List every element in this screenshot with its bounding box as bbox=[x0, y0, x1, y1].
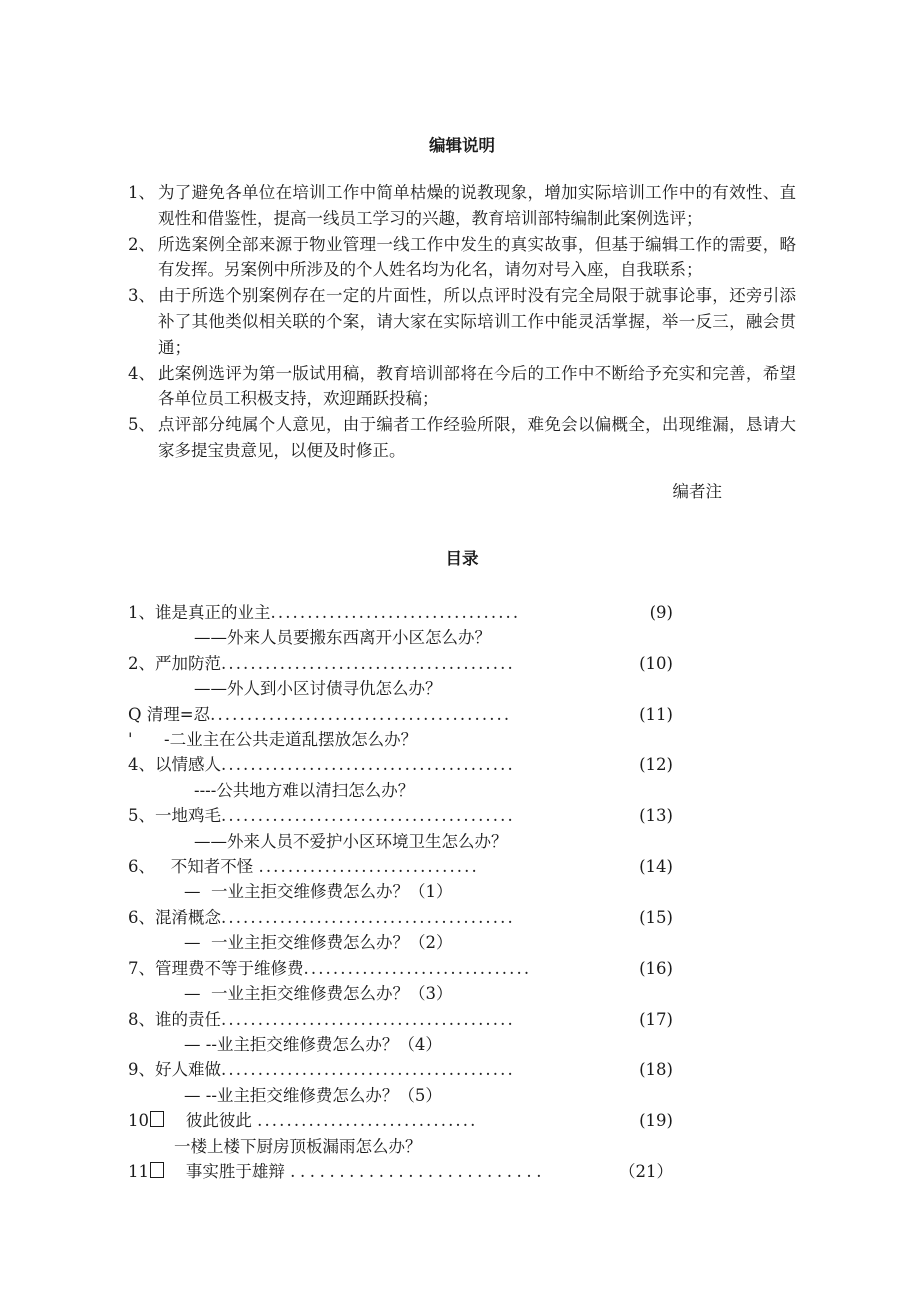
toc-entry-label: 9、好人难做 bbox=[128, 1060, 221, 1080]
toc-leader-dots: ........................................ bbox=[221, 1060, 515, 1080]
toc-leader-dots: ......................................... bbox=[210, 704, 512, 724]
toc-entry-label: 2、严加防范 bbox=[128, 653, 221, 673]
edit-note-heading-wrapper bbox=[128, 136, 796, 156]
toc-entry[interactable] bbox=[128, 651, 796, 702]
toc-entry-label: 10 彼此彼此 bbox=[128, 1111, 258, 1131]
toc-entry[interactable] bbox=[128, 702, 796, 753]
toc-leader-dots: .............................. bbox=[257, 1111, 478, 1131]
toc-entry[interactable] bbox=[128, 803, 796, 854]
toc-entry[interactable] bbox=[128, 854, 796, 905]
missing-glyph-icon bbox=[150, 1111, 164, 1128]
edit-note-text: 此案例选评为第一版试用稿，教育培训部将在今后的工作中不断给予充实和完善，希望各单位员工积极支持，欢迎踊跃投稿； bbox=[158, 363, 796, 409]
edit-note-number: 1、 bbox=[128, 183, 155, 202]
edit-note-number: 2、 bbox=[128, 234, 155, 254]
toc-page-number: (13) bbox=[639, 806, 673, 826]
toc-entry-label: 8、谁的责任 bbox=[128, 1009, 221, 1029]
toc-leader-dots: ........................................ bbox=[221, 1009, 515, 1029]
edit-note-text: 点评部分纯属个人意见，由于编者工作经验所限，难免会以偏概全，出现维漏，恳请大家多提宝贵意见，以便及时修正。 bbox=[158, 415, 796, 460]
missing-glyph-icon bbox=[150, 1162, 164, 1179]
table-of-contents bbox=[128, 600, 796, 1184]
toc-entry[interactable] bbox=[128, 1108, 796, 1159]
edit-note-number: 5、 bbox=[128, 415, 155, 435]
toc-entry-row[interactable] bbox=[128, 1159, 673, 1184]
toc-entry-subtitle: — 一业主拒交维修费怎么办？（2） bbox=[184, 933, 453, 953]
edit-note-number: 3、 bbox=[128, 286, 155, 306]
toc-leader-dots: ........................................ bbox=[221, 755, 515, 775]
toc-entry-subtitle: ——外来人员不爱护小区环境卫生怎么办？ bbox=[194, 831, 508, 851]
toc-entry-label: 7、管理费不等于维修费 bbox=[128, 958, 304, 978]
toc-entry[interactable] bbox=[128, 752, 796, 803]
edit-note-text: 为了避免各单位在培训工作中简单枯燥的说教现象，增加实际培训工作中的有效性、直观性和借鉴性，提高一线员工学习的兴趣，教育培训部特编制此案例选评； bbox=[158, 183, 796, 228]
toc-leader-dots: ........................................ bbox=[221, 907, 515, 927]
toc-leader-dots: .......................... bbox=[290, 1161, 547, 1181]
edit-note-text: 所选案例全部来源于物业管理一线工作中发生的真实故事，但基于编辑工作的需要，略有发挥。另案例中所涉及的个人姓名均为化名，请勿对号入座，自我联系； bbox=[158, 234, 796, 280]
toc-entry[interactable] bbox=[128, 956, 796, 1007]
toc-entry-row[interactable] bbox=[128, 1057, 673, 1082]
toc-entry-subtitle: ——外人到小区讨债寻仇怎么办？ bbox=[194, 679, 442, 699]
editor-signature: 编者注 bbox=[672, 482, 722, 501]
toc-entry[interactable] bbox=[128, 1007, 796, 1058]
edit-note-number: 4、 bbox=[128, 363, 155, 383]
toc-entry[interactable] bbox=[128, 600, 796, 651]
toc-entry-row[interactable] bbox=[128, 752, 673, 777]
toc-entry-row[interactable] bbox=[128, 1108, 673, 1133]
edit-note-item bbox=[128, 361, 796, 413]
edit-note-item bbox=[128, 180, 796, 232]
toc-entry-subtitle: — --业主拒交维修费怎么办？（4） bbox=[184, 1034, 442, 1054]
edit-notes-list bbox=[128, 180, 796, 464]
toc-entry-row[interactable] bbox=[128, 905, 673, 930]
toc-entry-row[interactable] bbox=[128, 600, 673, 625]
toc-page-number: (9) bbox=[649, 603, 673, 622]
toc-leader-dots: .................................. bbox=[270, 603, 521, 622]
toc-entry-label: 5、一地鸡毛 bbox=[128, 806, 221, 826]
toc-entry-label: 4、以情感人 bbox=[128, 755, 221, 775]
edit-note-item bbox=[128, 412, 796, 464]
toc-entry-label: Q 清理=忍 bbox=[128, 704, 211, 724]
toc-page-number: (14) bbox=[639, 857, 673, 877]
toc-entry-subtitle: ----公共地方难以清扫怎么办？ bbox=[194, 780, 415, 800]
toc-entry-label: 6、混淆概念 bbox=[128, 907, 221, 927]
toc-title: 目录 bbox=[445, 549, 479, 568]
edit-note-item bbox=[128, 232, 796, 284]
toc-page-number: (10) bbox=[639, 653, 673, 673]
toc-entry-row[interactable] bbox=[128, 702, 673, 727]
toc-entry-subtitle: — 一业主拒交维修费怎么办？（1） bbox=[184, 882, 453, 902]
toc-leader-dots: ............................... bbox=[303, 958, 532, 978]
toc-entry-subtitle: 一楼上楼下厨房顶板漏雨怎么办？ bbox=[174, 1136, 422, 1156]
toc-leader-dots: ........................................ bbox=[221, 653, 515, 673]
toc-entry-label: 6、 不知者不怪 bbox=[128, 857, 259, 877]
edit-note-text: 由于所选个别案例存在一定的片面性，所以点评时没有完全局限于就事论事，还旁引添补了其他类似相关联的个案，请大家在实际培训工作中能灵活掌握，举一反三，融会贯通； bbox=[158, 286, 796, 357]
toc-page-number: （21） bbox=[613, 1161, 673, 1181]
toc-entry-subtitle: — --业主拒交维修费怎么办？（5） bbox=[184, 1085, 442, 1105]
toc-entry[interactable] bbox=[128, 1159, 796, 1184]
edit-note-item bbox=[128, 283, 796, 360]
toc-entry-subtitle: — 一业主拒交维修费怎么办？（3） bbox=[184, 984, 453, 1004]
toc-entry-row[interactable] bbox=[128, 803, 673, 828]
toc-page-number: (15) bbox=[639, 907, 673, 927]
toc-page-number: (18) bbox=[639, 1060, 673, 1080]
toc-entry[interactable] bbox=[128, 905, 796, 956]
edit-note-title: 编辑说明 bbox=[429, 136, 495, 155]
toc-page-number: (19) bbox=[639, 1111, 673, 1131]
toc-entry-subtitle: ' -二业主在公共走道乱摆放怎么办？ bbox=[128, 730, 418, 750]
toc-page-number: (11) bbox=[639, 704, 673, 724]
toc-leader-dots: ........................................ bbox=[221, 806, 515, 826]
toc-entry-label: 1、谁是真正的业主 bbox=[128, 603, 271, 622]
toc-page-number: (16) bbox=[639, 958, 673, 978]
toc-entry-row[interactable] bbox=[128, 854, 673, 879]
toc-entry-row[interactable] bbox=[128, 1007, 673, 1032]
toc-entry-subtitle: ——外来人员要搬东西离开小区怎么办？ bbox=[194, 628, 491, 648]
toc-entry-row[interactable] bbox=[128, 956, 673, 981]
toc-page-number: (17) bbox=[639, 1009, 673, 1029]
toc-entry-label: 11 事实胜于雄辩 bbox=[128, 1161, 291, 1181]
toc-entry[interactable] bbox=[128, 1057, 796, 1108]
toc-heading-wrapper bbox=[128, 549, 796, 569]
toc-leader-dots: .............................. bbox=[258, 857, 479, 877]
toc-page-number: (12) bbox=[639, 755, 673, 775]
toc-entry-row[interactable] bbox=[128, 651, 673, 676]
